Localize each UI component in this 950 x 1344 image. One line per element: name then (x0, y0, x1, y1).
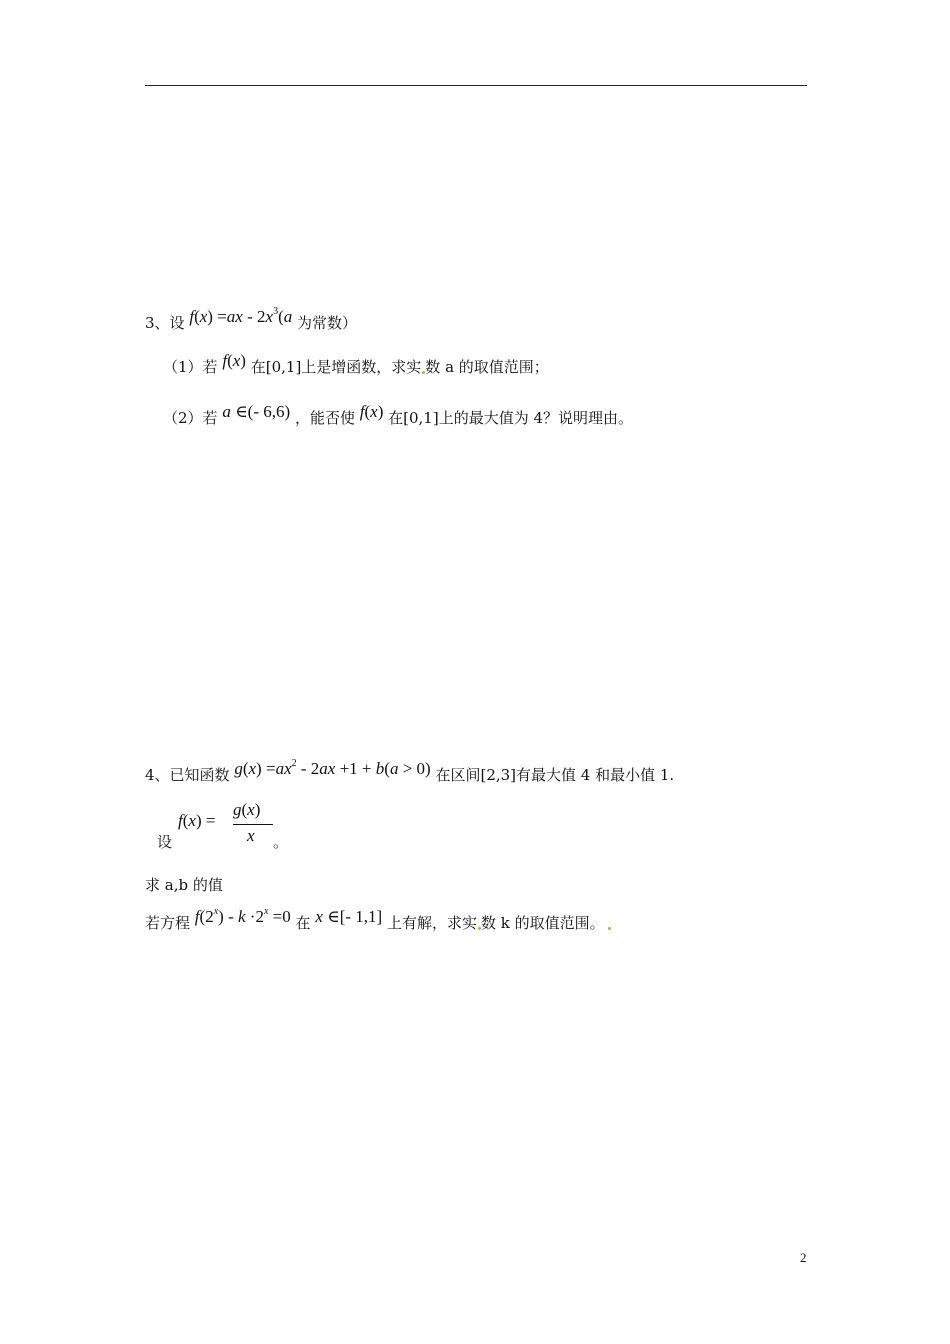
q3-part2-formula2: f(x) (359, 402, 384, 421)
q4-part2-text-mid: 在 (295, 914, 311, 932)
q4-formula: $g(x) =ax^2 - 2ax +1 + b(a > 0)$ (234, 758, 431, 778)
q4-part2-label: 若方程 (145, 914, 191, 932)
q3-part1-text-b: 数 a 的取值范围； (425, 358, 549, 376)
q4-text-end: 在区间[2,3]有最大值 4 和最小值 1. (435, 766, 675, 784)
q3-label: 3、设 (145, 314, 185, 332)
q4-def-denominator: x (247, 826, 255, 845)
header-rule (145, 85, 807, 86)
green-dot-mark (608, 927, 611, 930)
q4-part2-formula: $f(2^x) - k \cdot 2^x =0$ (194, 906, 291, 926)
q4-part2 (145, 908, 611, 933)
q3-part2 (163, 402, 634, 428)
q3-part1-text-a: 在[0,1]上是增函数，求实 (250, 358, 422, 376)
q3-heading (145, 308, 357, 333)
q4-def-numerator: g(x) (233, 800, 261, 819)
q3-part2-formula: a ∈(- 6,6) (222, 402, 291, 421)
q4-heading (145, 760, 674, 785)
q3-part1-label: （1）若 (163, 358, 218, 376)
q4-def-end: 。 (273, 833, 289, 851)
q3-part1-formula: f(x) (222, 351, 246, 370)
q4-part2-formula2: x ∈[- 1,1] (315, 907, 383, 926)
q4-part2-text-b: 数 k 的取值范围。 (481, 914, 605, 932)
fraction-bar (233, 824, 273, 825)
q3-part1 (163, 351, 549, 377)
q3-part2-text-mid: ，能否使 (294, 409, 355, 427)
q4-part1: 求 a,b 的值 (145, 876, 223, 894)
q4-def-fraction (233, 800, 273, 850)
q3-formula: $f(x) =ax - 2x^3(a$ (189, 306, 293, 326)
q3-suffix: 为常数） (297, 314, 358, 332)
q4-label: 4、已知函数 (145, 766, 230, 784)
q4-part2-text-a: 上有解，求实 (386, 914, 477, 932)
q4-def-label: 设 (157, 833, 173, 851)
q3-part2-text-end: 在[0,1]上的最大值为 4？说明理由。 (388, 409, 634, 427)
q3-part2-label: （2）若 (163, 409, 218, 427)
page-number: 2 (800, 1250, 807, 1265)
q4-def-lhs: f(x) = (178, 811, 216, 830)
